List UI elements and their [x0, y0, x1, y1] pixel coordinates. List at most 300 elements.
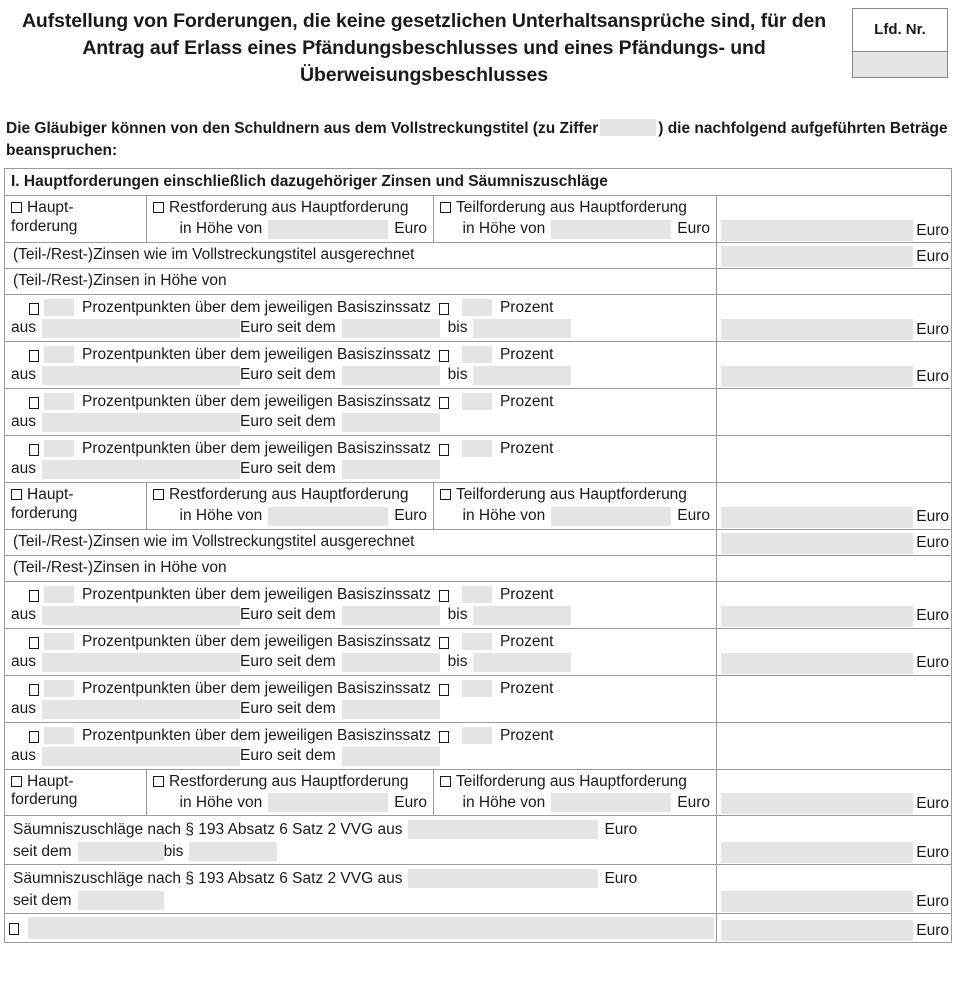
- restforderung-amount-input[interactable]: [268, 507, 388, 526]
- saeumniszuschlaege-amount-line: [717, 842, 951, 864]
- restforderung-in-hoehe-von-label: in Höhe von: [179, 220, 263, 238]
- teilforderung-checkbox-line[interactable]: [440, 486, 710, 505]
- zins-aus-label: aus: [11, 606, 36, 624]
- saeumniszuschlaege-amount-input[interactable]: [721, 842, 913, 863]
- zins-prozent-input[interactable]: [462, 393, 492, 410]
- zinsen-ausgerechnet-amount-pane: [717, 243, 951, 268]
- restforderung-amount-line: [153, 220, 427, 239]
- saeumniszuschlaege-line1: [13, 820, 716, 839]
- zins-amount-input[interactable]: [721, 366, 913, 387]
- saeumniszuschlaege-amount-euro-label: Euro: [916, 843, 949, 861]
- teilforderung-checkbox-line[interactable]: [440, 773, 710, 792]
- zins-rate-fields: [5, 582, 716, 628]
- zins-punkte-input[interactable]: [44, 299, 74, 316]
- zins-euro-seit-dem-label: Euro seit dem: [240, 460, 336, 478]
- saeumniszuschlaege-seit-dem-label: seit dem: [13, 891, 72, 909]
- zins-prozent-input[interactable]: [462, 440, 492, 457]
- zins-bis-label: bis: [447, 606, 468, 624]
- hauptforderung-total-euro-label: Euro: [916, 508, 949, 526]
- intro-text-part1: Die Gläubiger können von den Schuldnern aus dem Vollstreckungstitel (zu Ziffer: [6, 120, 599, 137]
- zins-punkte-checkbox[interactable]: [29, 731, 39, 743]
- zins-prozent-input[interactable]: [462, 586, 492, 603]
- freitext-checkbox[interactable]: [9, 923, 19, 935]
- teilforderung-euro-label: Euro: [677, 220, 710, 238]
- zins-rate-line1: [11, 346, 716, 364]
- zins-aus-label: aus: [11, 747, 36, 765]
- zins-rate-line2: [11, 747, 716, 766]
- intro-paragraph: [0, 118, 956, 162]
- teilforderung-in-hoehe-von-label: in Höhe von: [462, 220, 546, 238]
- zins-amount-euro-label: Euro: [916, 654, 949, 672]
- teilforderung-amount-line: [440, 793, 710, 812]
- zinsen-ausgerechnet-left: [5, 530, 717, 555]
- zins-punkte-checkbox[interactable]: [29, 684, 39, 696]
- zins-rate-line2: [11, 460, 716, 479]
- zins-punkte-input[interactable]: [44, 393, 74, 410]
- freitext-fields: [5, 914, 716, 942]
- zins-seit-dem-input[interactable]: [342, 319, 440, 338]
- zins-punkte-input[interactable]: [44, 346, 74, 363]
- zins-aus-betrag-input[interactable]: [42, 366, 240, 385]
- zins-seit-dem-input[interactable]: [342, 606, 440, 625]
- restforderung-in-hoehe-von-label: in Höhe von: [179, 507, 263, 525]
- saeumniszuschlaege-betrag-input[interactable]: [408, 820, 598, 839]
- restforderung-col: [147, 483, 434, 529]
- zins-prozent-label: Prozent: [499, 632, 554, 650]
- zins-punkte-label: Prozentpunkten über dem jeweiligen Basiszinssatz: [82, 679, 431, 697]
- lfd-nr-label: Lfd. Nr.: [874, 21, 926, 38]
- saeumniszuschlaege-seit-dem-input[interactable]: [78, 891, 164, 910]
- zins-bis-label: bis: [447, 319, 468, 337]
- teilforderung-in-hoehe-von-label: in Höhe von: [462, 793, 546, 811]
- zins-rate-fields: [5, 436, 716, 482]
- zins-prozent-input[interactable]: [462, 633, 492, 650]
- zins-euro-seit-dem-label: Euro seit dem: [240, 747, 336, 765]
- zins-rate-fields: [5, 295, 716, 341]
- zins-prozent-input[interactable]: [462, 727, 492, 744]
- zins-rate-left: [5, 582, 717, 628]
- zins-prozent-label: Prozent: [499, 392, 554, 410]
- zins-bis-label: bis: [447, 366, 468, 384]
- restforderung-checkbox[interactable]: [153, 489, 164, 500]
- hauptforderung-total-euro-label: Euro: [916, 794, 949, 812]
- zins-aus-betrag-input[interactable]: [42, 319, 240, 338]
- restforderung-euro-label: Euro: [394, 507, 427, 525]
- teilforderung-euro-label: Euro: [677, 507, 710, 525]
- zins-aus-betrag-input[interactable]: [42, 700, 240, 719]
- restforderung-checkbox-line[interactable]: [153, 199, 427, 218]
- section-heading-I: I. Hauptforderungen einschließlich dazugehöriger Zinsen und Säumniszuschläge: [5, 169, 951, 196]
- zins-rate-left: [5, 676, 717, 722]
- saeumniszuschlaege-seit-dem-input[interactable]: [78, 842, 164, 861]
- zinsen-in-hoehe-von-label: (Teil-/Rest-)Zinsen in Höhe von: [13, 558, 227, 576]
- zinsen-ausgerechnet-amount-input[interactable]: [721, 246, 913, 267]
- hauptforderung-col: [5, 770, 147, 816]
- lfd-nr-input[interactable]: [853, 51, 947, 77]
- teilforderung-amount-input[interactable]: [551, 220, 671, 239]
- teilforderung-checkbox-line[interactable]: [440, 199, 710, 218]
- restforderung-amount-line: [153, 507, 427, 526]
- freitext-row: [5, 914, 951, 943]
- zins-bis-input[interactable]: [473, 653, 571, 672]
- zins-punkte-checkbox[interactable]: [29, 350, 39, 362]
- restforderung-checkbox[interactable]: [153, 202, 164, 213]
- zinsen-in-hoehe-von-row: [5, 556, 951, 582]
- zins-punkte-input[interactable]: [44, 680, 74, 697]
- zins-amount-input[interactable]: [721, 606, 913, 627]
- zins-aus-betrag-input[interactable]: [42, 460, 240, 479]
- zins-seit-dem-input[interactable]: [342, 700, 440, 719]
- zins-amount-pane-empty: [717, 723, 951, 769]
- zinsen-in-hoehe-von-row: [5, 269, 951, 295]
- saeumniszuschlaege-amount-pane: [717, 816, 951, 864]
- zins-euro-seit-dem-label: Euro seit dem: [240, 700, 336, 718]
- zins-prozent-label: Prozent: [499, 439, 554, 457]
- zinsen-ausgerechnet-amount-pane: [717, 530, 951, 555]
- hauptforderung-row: [5, 196, 951, 243]
- freitext-amount-input[interactable]: [721, 920, 913, 941]
- zinsen-ausgerechnet-label: (Teil-/Rest-)Zinsen wie im Vollstreckungstitel ausgerechnet: [13, 532, 415, 550]
- saeumniszuschlaege-amount-line: [717, 891, 951, 913]
- zins-rate-fields: [5, 676, 716, 722]
- zinsen-ausgerechnet-left: [5, 243, 717, 268]
- saeumniszuschlaege-row: [5, 816, 951, 865]
- hauptforderung-col: [5, 196, 147, 242]
- hauptforderung-label-line1: Haupt-: [27, 199, 74, 217]
- zins-amount-pane: [717, 342, 951, 388]
- zins-rate-line2: [11, 319, 716, 338]
- zins-seit-dem-input[interactable]: [342, 413, 440, 432]
- hauptforderung-columns: [5, 196, 717, 242]
- zins-punkte-input[interactable]: [44, 586, 74, 603]
- zins-rate-row: [5, 389, 951, 436]
- zinsen-ausgerechnet-row: [5, 243, 951, 269]
- hauptforderung-columns: [5, 483, 717, 529]
- zins-rate-left: [5, 436, 717, 482]
- hauptforderung-row: [5, 483, 951, 530]
- zins-aus-label: aus: [11, 460, 36, 478]
- zins-prozent-input[interactable]: [462, 299, 492, 316]
- zins-amount-euro-label: Euro: [916, 607, 949, 625]
- zins-prozent-checkbox[interactable]: [439, 303, 449, 315]
- zins-prozent-input[interactable]: [462, 680, 492, 697]
- zins-rate-line1: [11, 440, 716, 458]
- hauptforderung-total-pane: [717, 770, 951, 816]
- teilforderung-label: Teilforderung aus Hauptforderung: [456, 772, 687, 790]
- hauptforderung-col: [5, 483, 147, 529]
- zins-rate-row: [5, 676, 951, 723]
- teilforderung-euro-label: Euro: [677, 793, 710, 811]
- zins-prozent-checkbox[interactable]: [439, 637, 449, 649]
- zins-amount-euro-label: Euro: [916, 320, 949, 338]
- zinsen-ausgerechnet-row: [5, 530, 951, 556]
- zins-prozent-label: Prozent: [499, 345, 554, 363]
- zins-rate-left: [5, 295, 717, 341]
- zinsen-ausgerechnet-euro-label: Euro: [916, 534, 949, 552]
- hauptforderung-columns: [5, 770, 717, 816]
- saeumniszuschlaege-line2: [13, 891, 716, 910]
- zins-amount-line: [717, 319, 951, 341]
- restforderung-checkbox-line[interactable]: [153, 486, 427, 505]
- teilforderung-checkbox[interactable]: [440, 776, 451, 787]
- hauptforderung-label-line1: Haupt-: [27, 772, 74, 790]
- hauptforderung-total-input[interactable]: [721, 507, 913, 528]
- zins-punkte-label: Prozentpunkten über dem jeweiligen Basiszinssatz: [82, 439, 431, 457]
- zins-punkte-checkbox[interactable]: [29, 303, 39, 315]
- zins-rate-line1: [11, 299, 716, 317]
- saeumniszuschlaege-line2: [13, 842, 716, 861]
- zins-seit-dem-input[interactable]: [342, 366, 440, 385]
- zins-rate-fields: [5, 342, 716, 388]
- zins-amount-pane-empty: [717, 676, 951, 722]
- zins-punkte-label: Prozentpunkten über dem jeweiligen Basiszinssatz: [82, 345, 431, 363]
- zins-aus-betrag-input[interactable]: [42, 413, 240, 432]
- restforderung-label: Restforderung aus Hauptforderung: [169, 199, 409, 217]
- teilforderung-amount-input[interactable]: [551, 793, 671, 812]
- zins-rate-fields: [5, 389, 716, 435]
- saeumniszuschlaege-left: [5, 816, 717, 864]
- teilforderung-col: [434, 770, 716, 816]
- zins-rate-line2: [11, 700, 716, 719]
- zins-punkte-label: Prozentpunkten über dem jeweiligen Basiszinssatz: [82, 298, 431, 316]
- zins-punkte-checkbox[interactable]: [29, 444, 39, 456]
- zins-rate-row: [5, 629, 951, 676]
- zins-punkte-label: Prozentpunkten über dem jeweiligen Basiszinssatz: [82, 632, 431, 650]
- zins-prozent-checkbox[interactable]: [439, 397, 449, 409]
- zinsen-in-hoehe-von-left: [5, 269, 717, 294]
- zins-prozent-checkbox[interactable]: [439, 350, 449, 362]
- zins-rate-fields: [5, 629, 716, 675]
- zins-seit-dem-input[interactable]: [342, 653, 440, 672]
- hauptforderung-total-input[interactable]: [721, 220, 913, 241]
- zins-rate-left: [5, 342, 717, 388]
- hauptforderung-total-input[interactable]: [721, 793, 913, 814]
- page-title: Aufstellung von Forderungen, die keine gesetzlichen Unterhaltsansprüche sind, für den Antrag auf Erlass eines Pfändungsbeschlusses und eines Pfändungs- und Überweisungsbeschlusses: [21, 10, 827, 86]
- zinsen-ausgerechnet-amount-line: [717, 246, 951, 268]
- teilforderung-in-hoehe-von-label: in Höhe von: [462, 507, 546, 525]
- zins-aus-betrag-input[interactable]: [42, 606, 240, 625]
- zinsen-ausgerechnet-amount-input[interactable]: [721, 533, 913, 554]
- restforderung-col: [147, 196, 434, 242]
- zins-aus-label: aus: [11, 653, 36, 671]
- teilforderung-checkbox[interactable]: [440, 489, 451, 500]
- zinsen-ausgerechnet-euro-label: Euro: [916, 247, 949, 265]
- zins-bis-label: bis: [447, 653, 468, 671]
- intro-text-part2: ) die nachfolgend aufgeführten Beträge beanspruchen:: [6, 120, 948, 159]
- saeumniszuschlaege-amount-input[interactable]: [721, 891, 913, 912]
- restforderung-checkbox-line[interactable]: [153, 773, 427, 792]
- zins-punkte-input[interactable]: [44, 440, 74, 457]
- zinsen-in-hoehe-von-label: (Teil-/Rest-)Zinsen in Höhe von: [13, 271, 227, 289]
- zinsen-ausgerechnet-label: (Teil-/Rest-)Zinsen wie im Vollstreckungstitel ausgerechnet: [13, 245, 415, 263]
- zins-seit-dem-input[interactable]: [342, 747, 440, 766]
- zins-aus-label: aus: [11, 366, 36, 384]
- teilforderung-amount-input[interactable]: [551, 507, 671, 526]
- freitext-input[interactable]: [28, 917, 714, 939]
- zins-prozent-label: Prozent: [499, 298, 554, 316]
- saeumniszuschlaege-label: Säumniszuschläge nach § 193 Absatz 6 Satz 2 VVG aus: [13, 820, 403, 838]
- saeumniszuschlaege-seit-dem-label: seit dem: [13, 842, 72, 860]
- zins-rate-line1: [11, 680, 716, 698]
- zins-rate-row: [5, 723, 951, 770]
- zins-euro-seit-dem-label: Euro seit dem: [240, 606, 336, 624]
- zins-bis-input[interactable]: [473, 319, 571, 338]
- hauptforderung-total-line: [717, 793, 951, 815]
- zins-prozent-input[interactable]: [462, 346, 492, 363]
- zins-rate-line1: [11, 586, 716, 604]
- zins-euro-seit-dem-label: Euro seit dem: [240, 366, 336, 384]
- zins-amount-pane: [717, 295, 951, 341]
- forderungen-table: [4, 168, 952, 943]
- hauptforderung-total-line: [717, 507, 951, 529]
- hauptforderung-label-line2: forderung: [11, 504, 78, 522]
- zins-euro-seit-dem-label: Euro seit dem: [240, 653, 336, 671]
- zins-rate-left: [5, 629, 717, 675]
- zins-rate-row: [5, 582, 951, 629]
- zins-aus-label: aus: [11, 700, 36, 718]
- zins-seit-dem-input[interactable]: [342, 460, 440, 479]
- zins-amount-pane-empty: [717, 436, 951, 482]
- freitext-amount-pane: [717, 914, 951, 942]
- zins-amount-line: [717, 606, 951, 628]
- restforderung-euro-label: Euro: [394, 793, 427, 811]
- hauptforderung-label-line2: forderung: [11, 791, 78, 809]
- zins-prozent-checkbox[interactable]: [439, 590, 449, 602]
- zins-prozent-label: Prozent: [499, 679, 554, 697]
- restforderung-amount-input[interactable]: [268, 220, 388, 239]
- zins-prozent-label: Prozent: [499, 726, 554, 744]
- hauptforderung-total-pane: [717, 196, 951, 242]
- teilforderung-label: Teilforderung aus Hauptforderung: [456, 199, 687, 217]
- saeumniszuschlaege-fields: [5, 865, 716, 913]
- hauptforderung-row: [5, 770, 951, 817]
- freitext-amount-euro-label: Euro: [916, 921, 949, 939]
- restforderung-amount-input[interactable]: [268, 793, 388, 812]
- zins-punkte-label: Prozentpunkten über dem jeweiligen Basiszinssatz: [82, 726, 431, 744]
- zins-prozent-checkbox[interactable]: [439, 731, 449, 743]
- teilforderung-label: Teilforderung aus Hauptforderung: [456, 485, 687, 503]
- zins-rate-line2: [11, 413, 716, 432]
- hauptforderung-checkbox-line[interactable]: [11, 486, 146, 505]
- hauptforderung-total-line: [717, 220, 951, 242]
- freitext-amount-line: [717, 920, 951, 942]
- saeumniszuschlaege-euro-label: Euro: [604, 820, 638, 838]
- restforderung-checkbox[interactable]: [153, 776, 164, 787]
- restforderung-euro-label: Euro: [394, 220, 427, 238]
- hauptforderung-checkbox-line[interactable]: [11, 773, 146, 792]
- saeumniszuschlaege-line1: [13, 869, 716, 888]
- zins-punkte-checkbox[interactable]: [29, 637, 39, 649]
- zins-rate-line1: [11, 393, 716, 411]
- zins-aus-betrag-input[interactable]: [42, 747, 240, 766]
- hauptforderung-checkbox[interactable]: [11, 489, 22, 500]
- saeumniszuschlaege-betrag-input[interactable]: [408, 869, 598, 888]
- zins-punkte-checkbox[interactable]: [29, 590, 39, 602]
- zins-prozent-label: Prozent: [499, 585, 554, 603]
- zins-punkte-label: Prozentpunkten über dem jeweiligen Basiszinssatz: [82, 585, 431, 603]
- zinsen-in-hoehe-von-empty-pane: [717, 269, 951, 294]
- restforderung-amount-line: [153, 793, 427, 812]
- zins-prozent-checkbox[interactable]: [439, 684, 449, 696]
- zins-amount-pane-empty: [717, 389, 951, 435]
- zins-rate-line2: [11, 653, 716, 672]
- zinsen-in-hoehe-von-left: [5, 556, 717, 581]
- zins-amount-input[interactable]: [721, 319, 913, 340]
- zins-rate-left: [5, 723, 717, 769]
- hauptforderung-checkbox[interactable]: [11, 202, 22, 213]
- saeumniszuschlaege-bis-label: bis: [163, 842, 184, 860]
- saeumniszuschlaege-row: [5, 865, 951, 914]
- saeumniszuschlaege-euro-label: Euro: [604, 869, 638, 887]
- zins-bis-input[interactable]: [473, 606, 571, 625]
- zins-prozent-checkbox[interactable]: [439, 444, 449, 456]
- saeumniszuschlaege-amount-pane: [717, 865, 951, 913]
- hauptforderung-total-euro-label: Euro: [916, 221, 949, 239]
- saeumniszuschlaege-fields: [5, 816, 716, 864]
- zins-bis-input[interactable]: [473, 366, 571, 385]
- zinsen-ausgerechnet-amount-line: [717, 533, 951, 555]
- teilforderung-checkbox[interactable]: [440, 202, 451, 213]
- saeumniszuschlaege-bis-input[interactable]: [189, 842, 277, 861]
- teilforderung-col: [434, 483, 716, 529]
- restforderung-label: Restforderung aus Hauptforderung: [169, 485, 409, 503]
- zins-rate-fields: [5, 723, 716, 769]
- saeumniszuschlaege-label: Säumniszuschläge nach § 193 Absatz 6 Satz 2 VVG aus: [13, 869, 403, 887]
- zins-rate-line1: [11, 633, 716, 651]
- restforderung-col: [147, 770, 434, 816]
- hauptforderung-checkbox-line[interactable]: [11, 199, 146, 218]
- zins-aus-label: aus: [11, 413, 36, 431]
- zins-amount-euro-label: Euro: [916, 367, 949, 385]
- zins-punkte-label: Prozentpunkten über dem jeweiligen Basiszinssatz: [82, 392, 431, 410]
- zins-aus-label: aus: [11, 319, 36, 337]
- zins-euro-seit-dem-label: Euro seit dem: [240, 413, 336, 431]
- zins-amount-pane: [717, 582, 951, 628]
- hauptforderung-total-pane: [717, 483, 951, 529]
- freitext-left: [5, 914, 717, 942]
- lfd-nr-box: [852, 8, 948, 78]
- zins-rate-row: [5, 342, 951, 389]
- teilforderung-amount-line: [440, 507, 710, 526]
- zins-punkte-input[interactable]: [44, 727, 74, 744]
- zins-amount-line: [717, 653, 951, 675]
- zins-rate-line2: [11, 606, 716, 625]
- zins-rate-row: [5, 295, 951, 342]
- zins-punkte-checkbox[interactable]: [29, 397, 39, 409]
- zins-rate-left: [5, 389, 717, 435]
- teilforderung-col: [434, 196, 716, 242]
- document-header: [0, 0, 956, 96]
- hauptforderung-label-line1: Haupt-: [27, 485, 74, 503]
- restforderung-label: Restforderung aus Hauptforderung: [169, 772, 409, 790]
- zins-amount-line: [717, 366, 951, 388]
- zins-rate-line2: [11, 366, 716, 385]
- ziffer-input[interactable]: [600, 119, 656, 136]
- teilforderung-amount-line: [440, 220, 710, 239]
- hauptforderung-checkbox[interactable]: [11, 776, 22, 787]
- zins-amount-input[interactable]: [721, 653, 913, 674]
- restforderung-in-hoehe-von-label: in Höhe von: [179, 793, 263, 811]
- zins-euro-seit-dem-label: Euro seit dem: [240, 319, 336, 337]
- zins-punkte-input[interactable]: [44, 633, 74, 650]
- saeumniszuschlaege-left: [5, 865, 717, 913]
- zins-amount-pane: [717, 629, 951, 675]
- zins-aus-betrag-input[interactable]: [42, 653, 240, 672]
- zins-rate-row: [5, 436, 951, 483]
- hauptforderung-label-line2: forderung: [11, 217, 78, 235]
- zins-rate-line1: [11, 727, 716, 745]
- zinsen-in-hoehe-von-empty-pane: [717, 556, 951, 581]
